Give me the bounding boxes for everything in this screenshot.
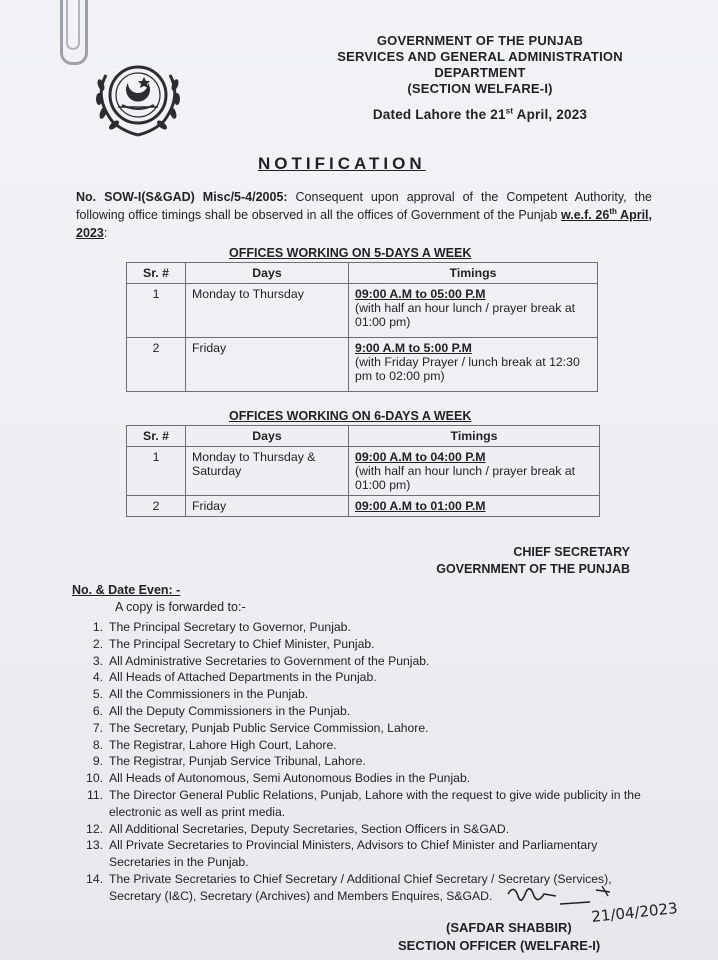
punjab-emblem-icon (88, 55, 188, 145)
list-item: 11. The Director General Public Relations, Punjab, Lahore with the request to give wide publicity in the electronic as well as print media. (86, 787, 641, 819)
list-item: 3. All Administrative Secretaries to Government of the Punjab. (92, 653, 430, 668)
list-item: 1. The Principal Secretary to Governor, Punjab. (92, 620, 351, 634)
letterhead (330, 33, 630, 123)
list-item: 7. The Secretary, Punjab Public Service Commission, Lahore. (92, 720, 429, 735)
table-header-row: Sr. # Days Timings (127, 426, 600, 447)
col-days: Days (186, 263, 349, 284)
table-header-row (127, 263, 598, 284)
table-row: 2 Friday 9:00 A.M to 5:00 P.M (with Friday Prayer / lunch break at 12:30 pm to 02:00 pm) (127, 338, 598, 392)
timings-table-5-days (126, 262, 598, 392)
header-line-2: SERVICES AND GENERAL ADMINISTRATION (337, 49, 623, 64)
list-item: 10. All Heads of Autonomous, Semi Autonomous Bodies in the Punjab. (86, 771, 471, 786)
notification-title: NOTIFICATION (258, 154, 426, 173)
intro-paragraph: No. SOW-I(S&GAD) Misc/5-4/2005: Consequent upon approval of the Competent Authority, the following office timings shall be observed in all the offices of Government of the Punjab w.e.f. 26th April, 2023: (76, 190, 652, 240)
list-item: 8. The Registrar, Lahore High Court, Lahore. (92, 737, 337, 752)
reference-number: No. SOW-I(S&GAD) Misc/5-4/2005: (76, 190, 288, 204)
effective-date: w.e.f. 26th April, 2023 (76, 206, 652, 240)
table1-heading: OFFICES WORKING ON 5-DAYS A WEEK (229, 246, 472, 260)
list-item: 6. All the Deputy Commissioners in the Punjab. (92, 703, 351, 718)
handwritten-date: 21/04/2023 (590, 899, 679, 926)
header-line-4: (SECTION WELFARE-I) (407, 81, 553, 96)
table-row: 1 Monday to Thursday 09:00 A.M to 05:00 P.M (with half an hour lunch / prayer break at 01:00 pm) (127, 284, 598, 338)
paper-clip-inner (66, 0, 80, 50)
dated-line: Dated Lahore the 21st April, 2023 (372, 106, 588, 122)
list-item: 9. The Registrar, Punjab Service Tribunal, Lahore. (92, 754, 366, 769)
timings-table-6-days (126, 425, 600, 517)
officer-designation: SECTION OFFICER (WELFARE-I) (398, 938, 601, 953)
header-line-1: GOVERNMENT OF THE PUNJAB (376, 33, 584, 48)
table-row: 1 Monday to Thursday & Saturday 09:00 A.M to 04:00 P.M (with half an hour lunch / prayer break at 01:00 pm) (127, 447, 600, 496)
col-sr: Sr. # (127, 263, 186, 284)
table2-heading: OFFICES WORKING ON 6-DAYS A WEEK (229, 409, 472, 423)
list-item: 5. All the Commissioners in the Punjab. (92, 687, 309, 702)
list-item: 13. All Private Secretaries to Provincial Ministers, Advisors to Chief Minister and Parliamentary Secretaries in the Punjab. (86, 838, 598, 870)
header-line-3: DEPARTMENT (434, 65, 526, 80)
table-row: 2 Friday 09:00 A.M to 01:00 P.M (127, 496, 600, 517)
col-timings: Timings (349, 263, 598, 284)
signatory-block: CHIEF SECRETARY GOVERNMENT OF THE PUNJAB (436, 545, 630, 576)
distribution-list (79, 619, 661, 905)
no-date-heading: No. & Date Even: - (72, 583, 181, 597)
list-item: 14. The Private Secretaries to Chief Secretary / Additional Chief Secretary / Secretary (Services), Secretary (I&C), Secretary (Archives) and Members Enquires, S&GAD. (86, 871, 612, 903)
list-item: 12. All Additional Secretaries, Deputy Secretaries, Section Officers in S&GAD. (86, 821, 510, 836)
copy-forwarded: A copy is forwarded to:- (115, 600, 246, 614)
list-item: 2. The Principal Secretary to Chief Minister, Punjab. (92, 636, 375, 651)
officer-name: (SAFDAR SHABBIR) (446, 920, 572, 935)
list-item: 4. All Heads of Attached Departments in the Punjab. (92, 670, 377, 685)
